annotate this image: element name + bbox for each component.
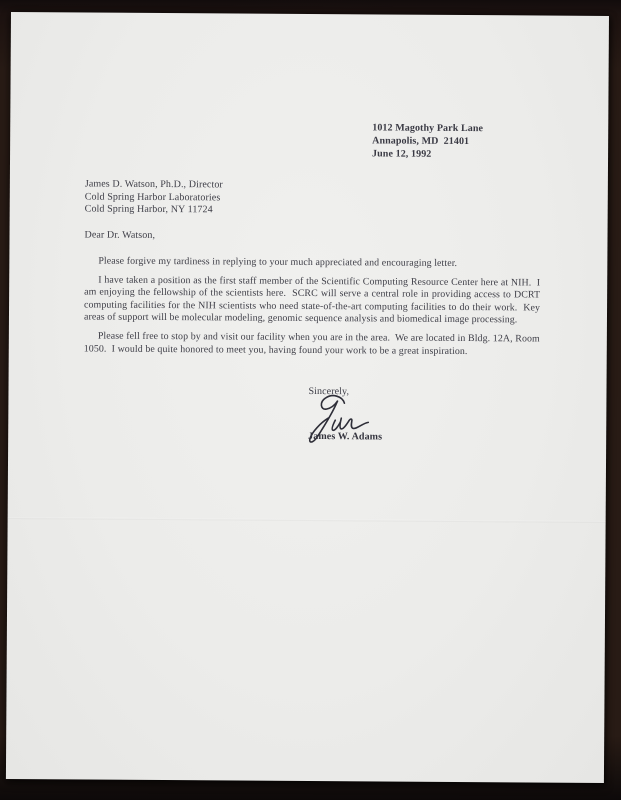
paragraph: Please fell free to stop by and visit our facility when you are in the area. We are located in Bldg. 12A, Room 1050. I would be quite honored to meet you, having found your work to be a great inspiration. [83,330,543,357]
paper-fold-crease [8,517,606,523]
closing-sincerely: Sincerely, [308,385,350,398]
letter-date: June 12, 1992 [372,148,432,160]
paragraph: Please forgive my tardiness in replying to your much appreciated and encouraging letter. [98,255,458,269]
recipient-line2: Cold Spring Harbor Laboratories [84,191,221,203]
salutation: Dear Dr. Watson, [84,229,156,241]
letter-body [84,255,541,365]
paragraph: I have taken a position as the first staff member of the Scientific Computing Resource Center here at NIH. I am enjoying the fellowship of the scientists here. SCRC will serve a central role in providing access to DCRT computing facilities for the NIH scientists who need state-of-the-art computing facilities to do their work. Key areas of support will be molecular modeling, genomic sequence analysis and biomedical image processing. [83,274,543,326]
sender-address-line2: Annapolis, MD 21401 [372,135,470,147]
sender-address-block [372,122,483,161]
recipient-line1: James D. Watson, Ph.D., Director [84,178,223,191]
letter-paper [6,12,609,783]
recipient-line3: Cold Spring Harbor, NY 11724 [84,203,213,216]
typed-signature-name: James W. Adams [308,430,383,443]
recipient-address-block [85,178,223,217]
sender-address-line1: 1012 Magothy Park Lane [372,122,484,135]
